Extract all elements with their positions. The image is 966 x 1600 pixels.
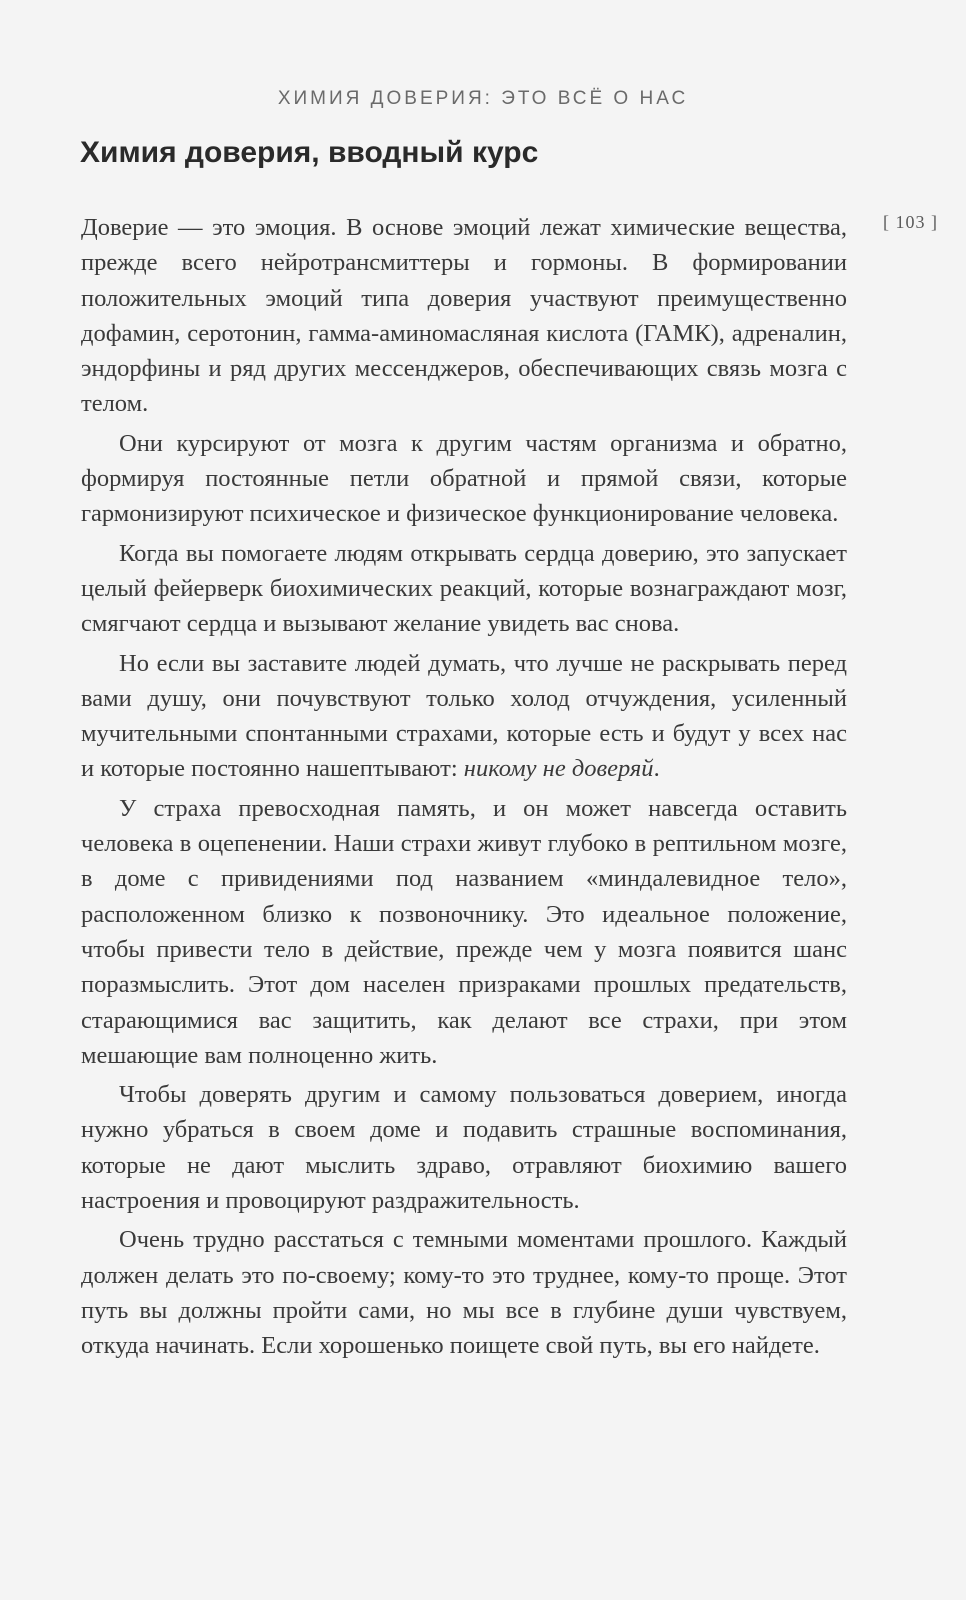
paragraph-4-italic: никому не доверяй xyxy=(463,755,654,783)
section-title: Химия доверия, вводный курс xyxy=(80,136,539,169)
paragraph-6 xyxy=(81,1077,847,1218)
paragraph-7-text: Очень трудно расстаться с темными моментами прошлого. Каждый должен делать это по-своему; кому-то это труднее, кому-то проще. Этот путь вы должны пройти сами, но мы все в глубине души чувствуем, откуда начинать. Если хорошенько поищете свой путь, вы его найдете. xyxy=(81,1226,847,1360)
paragraph-2-text: Они курсируют от мозга к другим частям организма и обратно, формируя постоянные петли обратной и прямой связи, которые гармонизируют психическое и физическое функционирование человека. xyxy=(81,429,847,528)
paragraph-4 xyxy=(81,646,847,787)
body-text xyxy=(81,210,847,1364)
running-head: ХИМИЯ ДОВЕРИЯ: ЭТО ВСЁ О НАС xyxy=(277,88,689,109)
paragraph-2 xyxy=(81,426,847,532)
paragraph-3-text: Когда вы помогаете людям открывать сердца доверию, это запускает целый фейерверк биохимических реакций, которые вознаграждают мозг, смягчают сердца и вызывают желание увидеть вас снова. xyxy=(81,539,847,638)
paragraph-3 xyxy=(81,536,847,642)
paragraph-7 xyxy=(81,1222,847,1363)
paragraph-4-text-after: . xyxy=(653,755,660,783)
paragraph-5-text: У страха превосходная память, и он может навсегда оставить человека в оцепенении. Наши страхи живут глубоко в рептильном мозге, в доме с привидениями под названием «миндалевидное тело», расположенном близко к позвоночнику. Это идеальное положение, чтобы привести тело в действие, прежде чем у мозга появится шанс поразмыслить. Этот дом населен призраками прошлых предательств, старающимися вас защитить, как делают все страхи, при этом мешающие вам полноценно жить. xyxy=(81,794,847,1069)
paragraph-1 xyxy=(81,210,847,422)
page-number: [ 103 ] xyxy=(883,212,938,232)
paragraph-1-text: Доверие — это эмоция. В основе эмоций лежат химические вещества, прежде всего нейротрансмиттеры и гормоны. В формировании положительных эмоций типа доверия участвуют преимущественно дофамин, серотонин, гамма-аминомасляная кислота (ГАМК), адреналин, эндорфины и ряд других мессенджеров, обеспечивающих связь мозга с телом. xyxy=(81,214,847,418)
paragraph-4-text: Но если вы заставите людей думать, что лучше не раскрывать перед вами душу, они почувствуют только холод отчуждения, усиленный мучительными спонтанными страхами, которые есть и будут у всех нас и которые постоянно нашептывают: xyxy=(81,649,847,783)
paragraph-6-text: Чтобы доверять другим и самому пользоваться доверием, иногда нужно убраться в своем доме и подавить страшные воспоминания, которые не дают мыслить здраво, отравляют биохимию вашего настроения и провоцируют раздражительность. xyxy=(81,1081,847,1215)
paragraph-5 xyxy=(81,791,847,1073)
